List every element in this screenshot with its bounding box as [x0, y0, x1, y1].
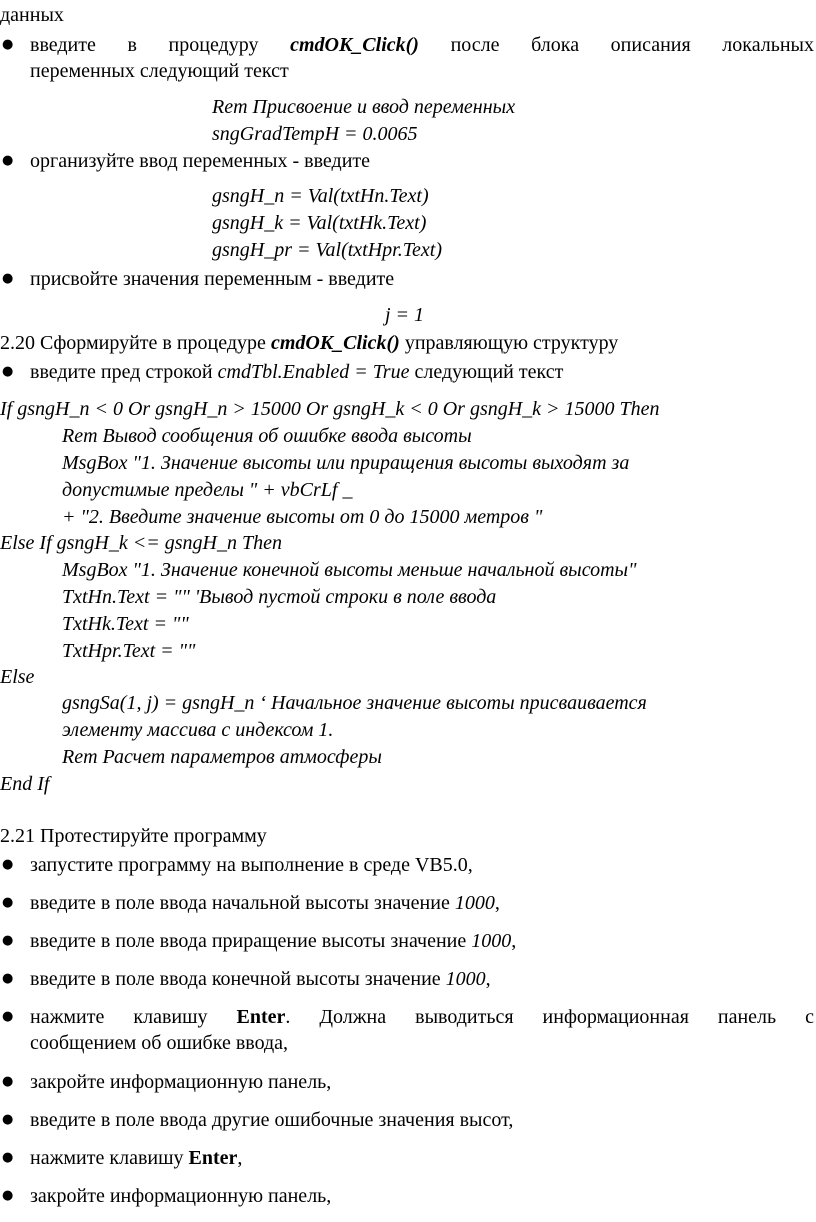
text-line: организуйте ввод переменных - введите — [30, 150, 371, 172]
code-line: gsngH_k = Val(txtHk.Text) — [212, 212, 427, 234]
code-line: MsgBox "1. Значение конечной высоты меньше начальной высоты" — [62, 559, 637, 581]
text-line: закройте информационную панель, — [30, 1185, 332, 1207]
text: после блока описания локальных — [450, 34, 814, 56]
text: нажмите клавишу — [30, 1147, 184, 1169]
code-line: j = 1 — [385, 304, 425, 326]
code-line: sngGradTempH = 0.0065 — [212, 123, 418, 145]
text: , — [511, 930, 517, 952]
procedure-name: cmdOK_Click() — [290, 34, 419, 56]
text-line — [30, 890, 500, 916]
text: введите в поле ввода начальной высоты значение — [30, 892, 450, 914]
key-name: Enter — [188, 1147, 238, 1169]
code-line: gsngH_n = Val(txtHn.Text) — [212, 185, 429, 207]
paragraph — [30, 32, 814, 58]
code-line: If gsngH_n < 0 Or gsngH_n > 15000 Or gsngH_k < 0 Or gsngH_k > 15000 Then — [0, 398, 660, 420]
bullet-icon: ● — [2, 1188, 14, 1203]
text: , — [237, 1147, 243, 1169]
text-line: сообщением об ошибке ввода, — [30, 1032, 289, 1054]
code-line: Rem Присвоение и ввод переменных — [212, 96, 516, 118]
paragraph — [30, 1004, 814, 1030]
text: введите в процедуру — [30, 34, 259, 56]
text-line — [30, 359, 563, 385]
code-line: элементу массива с индексом 1. — [62, 719, 334, 741]
code-line: End If — [0, 773, 50, 795]
bullet-icon: ● — [2, 153, 14, 168]
bullet-icon: ● — [2, 857, 14, 872]
bullet-icon: ● — [2, 1074, 14, 1089]
code-line: TxtHpr.Text = "" — [62, 640, 196, 662]
text: , — [485, 968, 491, 990]
code-line: gsngH_pr = Val(txtHpr.Text) — [212, 239, 442, 261]
code-line: gsngSa(1, j) = gsngH_n ‘ Начальное значение высоты присваивается — [62, 692, 647, 714]
bullet-icon: ● — [2, 971, 14, 986]
text-line — [30, 58, 289, 84]
text-line: закройте информационную панель, — [30, 1071, 332, 1093]
inline-code: cmdTbl.Enabled = True — [217, 361, 410, 383]
text: . Должна выводиться информационная панель с — [285, 1006, 815, 1028]
section-heading: 2.21 Протестируйте программу — [0, 825, 267, 847]
code-line: TxtHk.Text = "" — [62, 613, 189, 635]
text: введите в поле ввода конечной высоты значение — [30, 968, 441, 990]
text-line: введите в поле ввода другие ошибочные значения высот, — [30, 1109, 514, 1131]
text-line: присвойте значения переменным - введите — [30, 268, 395, 290]
bullet-icon: ● — [2, 271, 14, 286]
bullet-icon: ● — [2, 895, 14, 910]
text: 2.20 Сформируйте в процедуре — [0, 332, 266, 354]
text-line — [30, 966, 491, 992]
text: переменных следующий текст — [30, 60, 289, 82]
bullet-icon: ● — [2, 1009, 14, 1024]
text-line — [0, 2, 64, 28]
key-name: Enter — [236, 1006, 286, 1028]
section-heading — [0, 330, 618, 356]
bullet-icon: ● — [2, 1150, 14, 1165]
text: данных — [0, 4, 64, 26]
code-line: Else If gsngH_k <= gsngH_n Then — [0, 532, 282, 554]
text-line — [30, 1145, 242, 1171]
code-line: TxtHn.Text = "" 'Вывод пустой строки в поле ввода — [62, 586, 497, 608]
code-line: Rem Расчет параметров атмосферы — [62, 746, 382, 768]
text-line: запустите программу на выполнение в среде VB5.0, — [30, 854, 473, 876]
code-line: + "2. Введите значение высоты от 0 до 15000 метров " — [62, 506, 543, 528]
bullet-icon: ● — [2, 933, 14, 948]
value: 1000 — [471, 930, 512, 952]
text: управляющую структуру — [404, 332, 619, 354]
code-line: Else — [0, 666, 35, 688]
bullet-icon: ● — [2, 1112, 14, 1127]
value: 1000 — [454, 892, 495, 914]
text: нажмите клавишу — [30, 1006, 208, 1028]
code-line: допустимые пределы " + vbCrLf _ — [62, 479, 353, 501]
bullet-icon: ● — [2, 364, 14, 379]
value: 1000 — [445, 968, 486, 990]
code-line: MsgBox "1. Значение высоты или приращения высоты выходят за — [62, 452, 630, 474]
text: следующий текст — [414, 361, 564, 383]
bullet-icon: ● — [2, 37, 14, 52]
procedure-name: cmdOK_Click() — [270, 332, 400, 354]
text: введите пред строкой — [30, 361, 213, 383]
text-line — [30, 928, 516, 954]
text: , — [494, 892, 500, 914]
code-line: Rem Вывод сообщения об ошибке ввода высоты — [62, 425, 472, 447]
text: введите в поле ввода приращение высоты значение — [30, 930, 467, 952]
